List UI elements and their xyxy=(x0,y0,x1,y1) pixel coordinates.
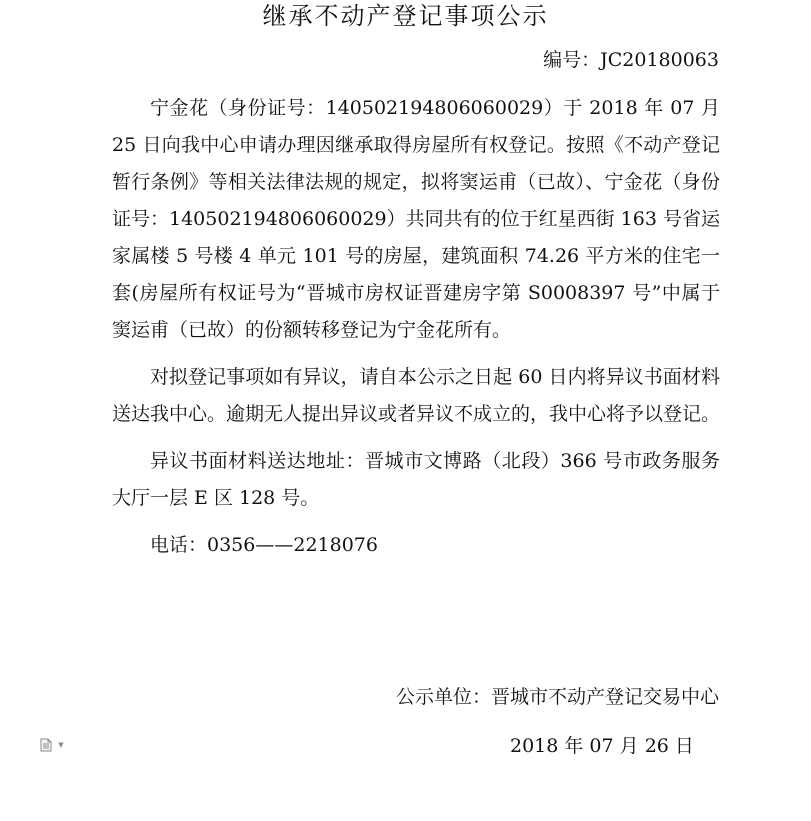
issue-date: 2018 年 07 月 26 日 xyxy=(510,735,694,757)
document-body xyxy=(112,90,720,564)
paragraph-phone: 电话：0356——2218076 xyxy=(150,534,378,556)
document-number: 编号：JC20180063 xyxy=(543,49,719,71)
page-title: 继承不动产登记事项公示 xyxy=(262,2,549,30)
paragraph-objection: 对拟登记事项如有异议，请自本公示之日起 60 日内将异议书面材料送达我中心。逾期无人提出异议或者异议不成立的，我中心将予以登记。 xyxy=(112,366,721,425)
issuer-line: 公示单位：晋城市不动产登记交易中心 xyxy=(395,686,719,708)
chevron-down-icon: ▼ xyxy=(58,741,64,749)
paragraph-application: 宁金花（身份证号：140502194806060029）于 2018 年 07 月 25 日向我中心申请办理因继承取得房屋所有权登记。按照《不动产登记暂行条例》等相关法律法规的规定，拟将窦运甫（已故）、宁金花（身份证号：140502194806060029）共同共有的位于红星西街 163 号省运家属楼 5 号楼 4 单元 101 号的房屋，建筑面积 74.26 平方米的住宅一套(房屋所有权证号为“晋城市房权证晋建房字第 S0008397 号”中属于窦运甫（已故）的份额转移登记为宁金花所有。 xyxy=(112,97,720,341)
paragraph-address: 异议书面材料送达地址：晋城市文博路（北段）366 号市政务服务大厅一层 E 区 128 号。 xyxy=(112,450,720,509)
document-options-icon[interactable] xyxy=(40,738,68,752)
page-icon xyxy=(40,738,52,752)
